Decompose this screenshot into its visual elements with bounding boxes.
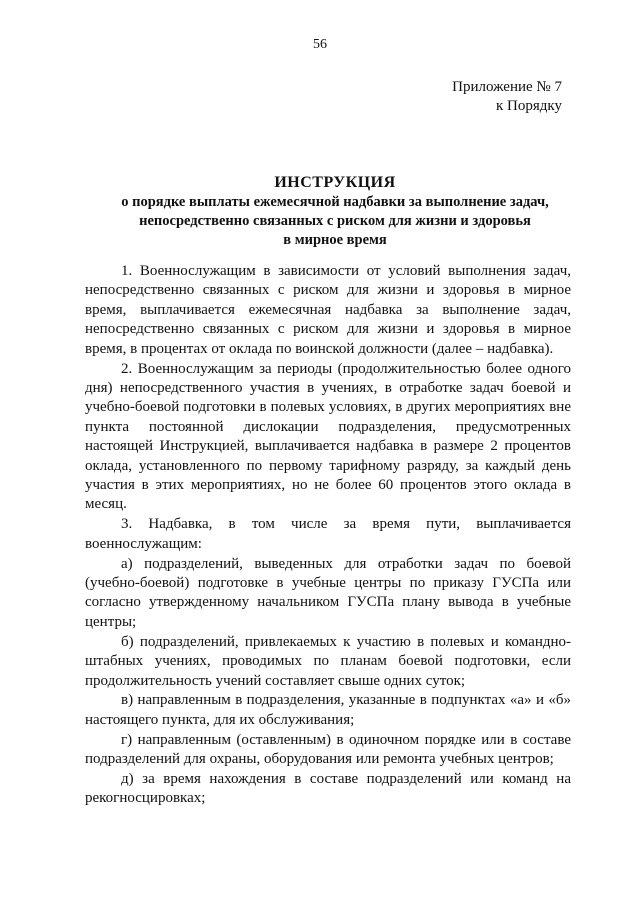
title-line-3: в мирное время [283, 232, 387, 248]
title-line-2: непосредственно связанных с риском для жизни и здоровья [139, 213, 531, 229]
title-heading: ИНСТРУКЦИЯ [274, 174, 396, 191]
subparagraph-v: в) направленным в подразделения, указанные в подпунктах «а» и «б» настоящего пункта, для их обслуживания; [85, 692, 571, 728]
appendix-line-2: к Порядку [496, 98, 562, 114]
subparagraph-b: б) подразделений, привлекаемых к участию в полевых и командно-штабных учениях, проводимых по планам боевой подготовки, если продолжительность учений составляет свыше одних суток; [85, 633, 571, 689]
subparagraph-g: г) направленным (оставленным) в одиночном порядке или в составе подразделений для охраны, оборудования или ремонта учебных центров; [85, 731, 571, 768]
appendix-reference [452, 78, 562, 116]
paragraph-1: 1. Военнослужащим в зависимости от условий выполнения задач, непосредственно связанных с риском для жизни и здоровья в мирное время, выплачивается ежемесячная надбавка за выполнение задач, непосредственно связанных с риском для жизни и здоровья в мирное время, в процентах от оклада по воинской должности (далее – надбавка). [85, 263, 571, 357]
subparagraph-d: д) за время нахождения в составе подразделений или команд на рекогносцировках; [85, 771, 571, 807]
document-body [85, 262, 571, 809]
subparagraph-a: а) подразделений, выведенных для отработки задач по боевой (учебно-боевой) подготовке в учебные центры по приказу ГУСПа или согласно утвержденному начальником ГУСПа плану вывода в учебные центры; [85, 555, 571, 630]
document-title [80, 173, 590, 250]
appendix-line-1: Приложение № 7 [452, 79, 562, 95]
paragraph-2: 2. Военнослужащим за периоды (продолжительностью более одного дня) непосредственного участия в учениях, в отработке задач боевой и учебно-боевой подготовки в полевых условиях, в других мероприятиях вне пункта постоянной дислокации подразделения, предусмотренных настоящей Инструкцией, выплачивается надбавка в размере 2 процентов оклада, установленного по первому тарифному разряду, за каждый день участия в этих мероприятиях, но не более 60 процентов этого оклада в месяц. [85, 360, 571, 513]
title-line-1: о порядке выплаты ежемесячной надбавки за выполнение задач, [121, 194, 549, 210]
paragraph-3: 3. Надбавка, в том числе за время пути, выплачивается военнослужащим: [85, 516, 571, 552]
page-number: 56 [313, 37, 327, 52]
